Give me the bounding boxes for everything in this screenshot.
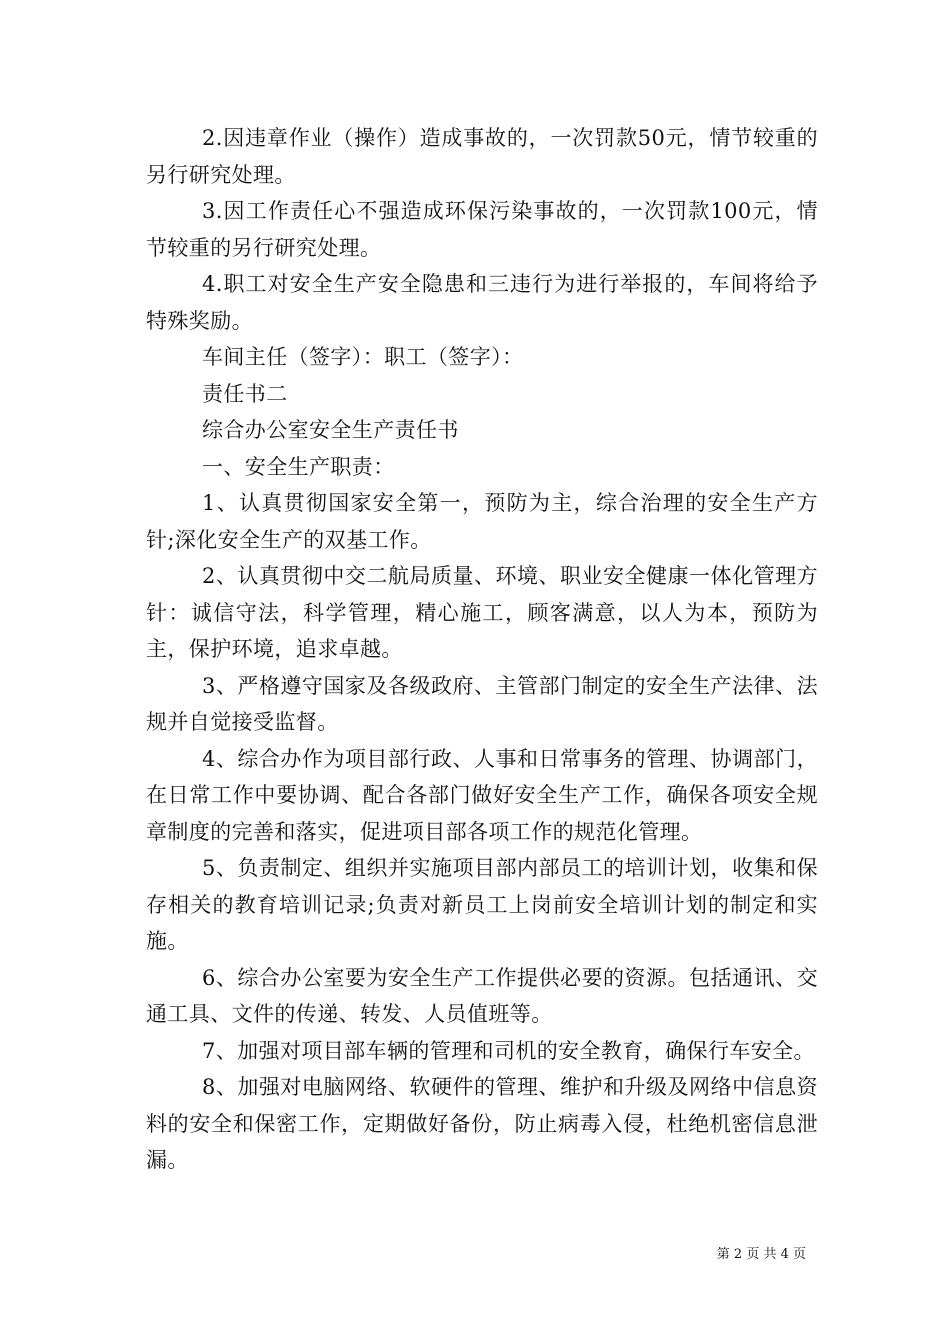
- duty-item-5: 5、负责制定、组织并实施项目部内部员工的培训计划，收集和保存相关的教育培训记录;负责对新员工上岗前安全培训计划的制定和实施。: [146, 856, 818, 953]
- document-body: [146, 120, 818, 1179]
- paragraph-reward-4: 4.职工对安全生产安全隐患和三违行为进行举报的，车间将给予特殊奖励。: [146, 272, 818, 333]
- paragraph-penalty-3: 3.因工作责任心不强造成环保污染事故的，一次罚款100元，情节较重的另行研究处理。: [146, 199, 818, 260]
- duty-item-6: 6、综合办公室要为安全生产工作提供必要的资源。包括通讯、交通工具、文件的传递、转发、人员值班等。: [146, 965, 818, 1026]
- duty-item-8: 8、加强对电脑网络、软硬件的管理、维护和升级及网络中信息资料的安全和保密工作，定期做好备份，防止病毒入侵，杜绝机密信息泄漏。: [146, 1075, 818, 1172]
- duty-item-2: 2、认真贯彻中交二航局质量、环境、职业安全健康一体化管理方针：诚信守法，科学管理，精心施工，顾客满意，以人为本，预防为主，保护环境，追求卓越。: [146, 564, 818, 661]
- duty-item-3: 3、严格遵守国家及各级政府、主管部门制定的安全生产法律、法规并自觉接受监督。: [146, 673, 818, 734]
- duty-item-4: 4、综合办作为项目部行政、人事和日常事务的管理、协调部门，在日常工作中要协调、配合各部门做好安全生产工作，确保各项安全规章制度的完善和落实，促进项目部各项工作的规范化管理。: [146, 746, 818, 844]
- paragraph-penalty-2: 2.因违章作业（操作）造成事故的，一次罚款50元，情节较重的另行研究处理。: [146, 126, 818, 187]
- duties-heading: 一、安全生产职责：: [202, 454, 395, 479]
- duty-item-1: 1、认真贯彻国家安全第一，预防为主，综合治理的安全生产方针;深化安全生产的双基工作。: [146, 491, 818, 552]
- page-number: 第 2 页 共 4 页: [716, 1247, 806, 1262]
- duty-item-7: 7、加强对项目部车辆的管理和司机的安全教育，确保行车安全。: [202, 1038, 815, 1063]
- document-title: 综合办公室安全生产责任书: [202, 418, 459, 442]
- section-heading: 责任书二: [202, 381, 288, 406]
- signature-line: 车间主任（签字）：职工（签字）：: [202, 345, 524, 369]
